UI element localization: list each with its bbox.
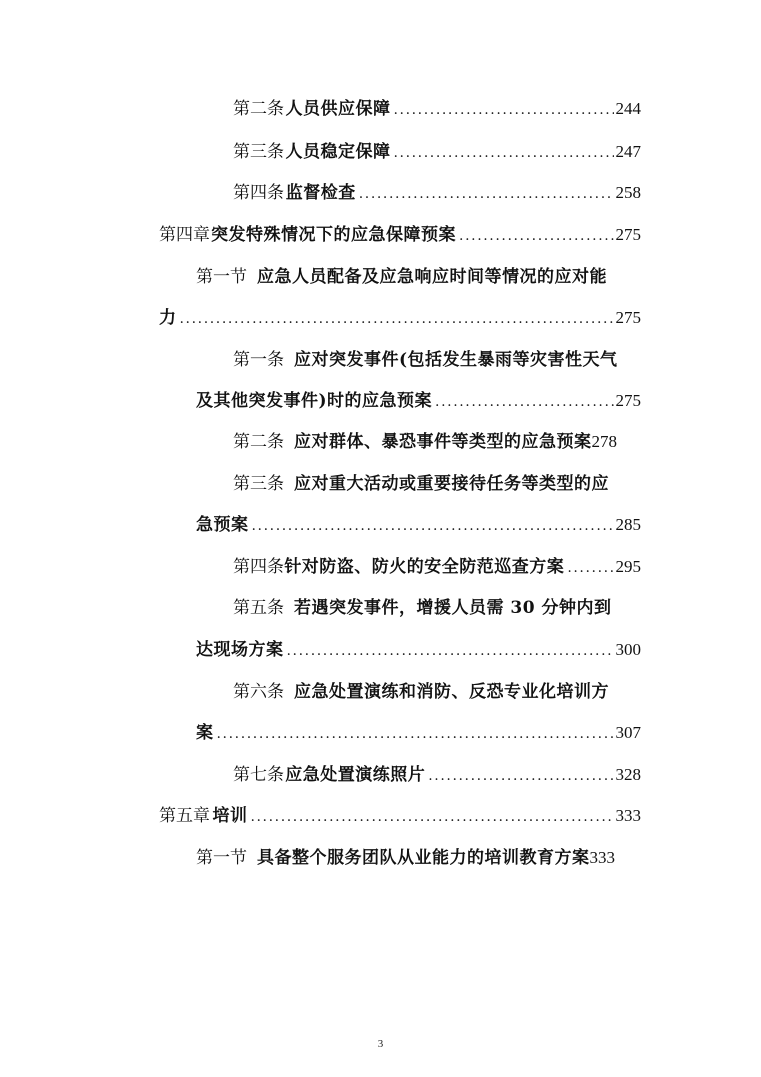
toc-seq: 第五章 — [159, 806, 210, 826]
toc-seq: 第六条 — [233, 682, 284, 702]
toc-seq: 第一节 — [196, 267, 247, 287]
toc-page-number: 244 — [615, 99, 641, 118]
toc-leader — [393, 95, 613, 124]
toc-entry-line1[interactable] — [196, 262, 646, 292]
toc-seq: 第一条 — [233, 350, 284, 370]
toc-entry[interactable] — [233, 137, 641, 167]
toc-seq: 第四条 — [233, 557, 284, 577]
toc-entry[interactable] — [233, 760, 641, 790]
toc-leader — [459, 221, 613, 250]
toc-seq: 第三条 — [233, 142, 284, 162]
toc-page-number: 247 — [615, 142, 641, 161]
toc-entry[interactable] — [233, 178, 641, 208]
toc-title: 应对突发事件(包括发生暴雨等灾害性天气 — [294, 350, 618, 370]
toc-page-number: 275 — [615, 225, 641, 244]
toc-page-number: 328 — [615, 765, 641, 784]
toc-title: 监督检查 — [285, 183, 356, 203]
toc-page-number: 333 — [589, 848, 615, 867]
toc-page-number: 307 — [615, 723, 641, 742]
toc-title: 应对重大活动或重要接待任务等类型的应 — [294, 474, 609, 494]
toc-leader — [180, 304, 614, 333]
toc-page-number: 285 — [615, 515, 641, 534]
toc-entry-line2[interactable] — [196, 635, 641, 665]
toc-leader — [252, 511, 614, 540]
toc-title: 人员供应保障 — [285, 99, 391, 119]
toc-page-number: 333 — [615, 806, 641, 825]
toc-page-number: 258 — [615, 183, 641, 202]
toc-title: 针对防盗、防火的安全防范巡查方案 — [284, 557, 565, 577]
toc-entry[interactable] — [233, 94, 641, 124]
toc-seq: 第四章 — [159, 225, 210, 245]
toc-entry[interactable] — [196, 843, 656, 873]
toc-entry[interactable] — [233, 552, 641, 582]
toc-title: 应急人员配备及应急响应时间等情况的应对能 — [257, 267, 607, 287]
toc-entry-line1[interactable] — [233, 593, 653, 623]
toc-page-number: 275 — [615, 308, 641, 327]
toc-title-continued: 及其他突发事件)时的应急预案 — [196, 391, 433, 411]
toc-leader — [287, 636, 614, 665]
toc-title: 应对群体、暴恐事件等类型的应急预案 — [294, 432, 592, 452]
toc-seq: 第四条 — [233, 183, 284, 203]
toc-entry[interactable] — [233, 427, 653, 457]
toc-page-number: 300 — [615, 640, 641, 659]
toc-leader — [435, 387, 613, 416]
toc-seq: 第一节 — [196, 848, 247, 868]
page-number: 3 — [377, 1038, 384, 1050]
toc-seq: 第三条 — [233, 474, 284, 494]
toc-leader — [359, 179, 614, 208]
toc-entry-line1[interactable] — [233, 345, 653, 375]
toc-title: 人员稳定保障 — [285, 142, 391, 162]
toc-entry-line1[interactable] — [233, 469, 653, 499]
toc-title-continued: 达现场方案 — [196, 640, 284, 660]
toc-title: 应急处置演练照片 — [285, 765, 426, 785]
toc-title: 培训 — [212, 806, 248, 826]
toc-leader — [250, 802, 613, 831]
toc-leader — [428, 761, 613, 790]
toc-entry[interactable] — [159, 801, 641, 831]
toc-title: 若遇突发事件，增援人员需 30 分钟内到 — [294, 598, 612, 618]
toc-entry-line2[interactable] — [196, 718, 641, 748]
toc-title: 应急处置演练和消防、反恐专业化培训方 — [294, 682, 609, 702]
toc-title-continued: 急预案 — [196, 515, 249, 535]
toc-entry-line2[interactable] — [159, 303, 641, 333]
toc-seq: 第五条 — [233, 598, 284, 618]
toc-title-continued: 案 — [196, 723, 214, 743]
toc-entry-line2[interactable] — [196, 510, 641, 540]
toc-leader — [217, 719, 614, 748]
toc-entry[interactable] — [159, 220, 641, 250]
toc-title-continued: 力 — [159, 308, 177, 328]
toc-page-number: 275 — [615, 391, 641, 410]
toc-title: 突发特殊情况下的应急保障预案 — [211, 225, 457, 245]
toc-leader — [393, 138, 613, 167]
toc-seq: 第二条 — [233, 99, 284, 119]
toc-title: 具备整个服务团队从业能力的培训教育方案 — [257, 848, 590, 868]
toc-seq: 第二条 — [233, 432, 284, 452]
toc-leader — [567, 553, 613, 582]
toc-page-number: 295 — [615, 557, 641, 576]
toc-entry-line1[interactable] — [233, 677, 653, 707]
toc-seq: 第七条 — [233, 765, 284, 785]
toc-entry-line2[interactable] — [196, 386, 641, 416]
toc-page-number: 278 — [591, 432, 617, 451]
